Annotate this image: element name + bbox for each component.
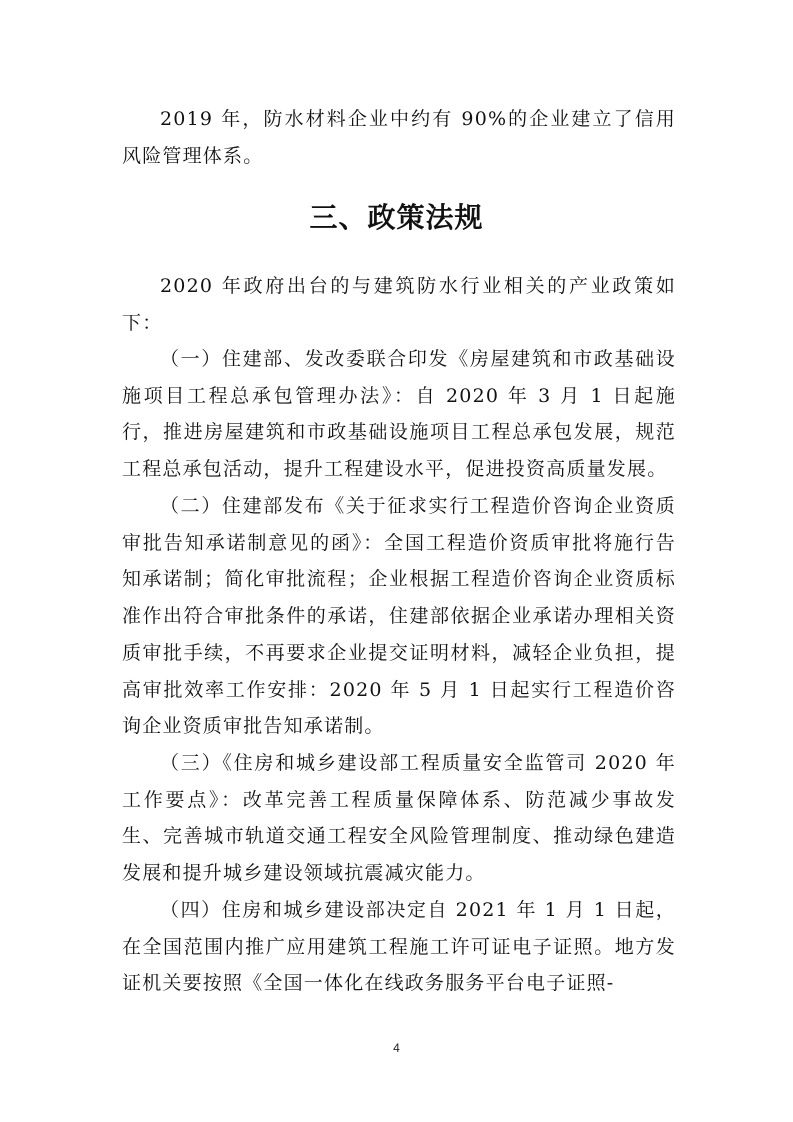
paragraph-policy-intro: 2020 年政府出台的与建筑防水行业相关的产业政策如下： [122, 275, 676, 334]
paragraph-policy-3: （三）《住房和城乡建设部工程质量安全监管司 2020 年工作要点》：改革完善工程质量保障体系、防范减少事故发生、完善城市轨道交通工程安全风险管理制度、推动绿色建造发展和提升城乡建设领域抗震减灾能力。 [122, 752, 676, 885]
section-heading: 三、政策法规 [309, 201, 484, 234]
paragraph-policy-1: （一）住建部、发改委联合印发《房屋建筑和市政基础设施项目工程总承包管理办法》：自 2020 年 3 月 1 日起施行，推进房屋建筑和市政基础设施项目工程总承包发展，规范工程总承包活动，提升工程建设水平，促进投资高质量发展。 [122, 348, 676, 481]
paragraph-credit-risk: 2019 年，防水材料企业中约有 90%的企业建立了信用风险管理体系。 [122, 108, 676, 167]
page-number: 4 [393, 1041, 400, 1055]
paragraph-policy-2: （二）住建部发布《关于征求实行工程造价咨询企业资质审批告知承诺制意见的函》：全国工程造价资质审批将施行告知承诺制；简化审批流程；企业根据工程造价咨询企业资质标准作出符合审批条件的承诺，住建部依据企业承诺办理相关资质审批手续，不再要求企业提交证明材料，减轻企业负担，提高审批效率工作安排：2020 年 5 月 1 日起实行工程造价咨询企业资质审批告知承诺制。 [122, 495, 676, 738]
paragraph-policy-4: （四）住房和城乡建设部决定自 2021 年 1 月 1 日起，在全国范围内推广应用建筑工程施工许可证电子证照。地方发证机关要按照《全国一体化在线政务服务平台电子证照- [122, 899, 676, 995]
